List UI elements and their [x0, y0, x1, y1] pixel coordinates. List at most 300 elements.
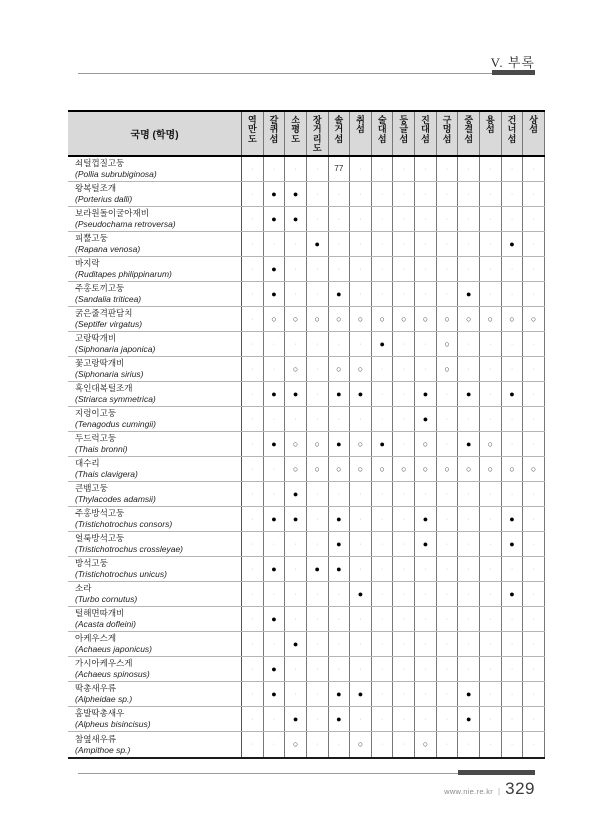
- presence-mark: ○: [357, 739, 364, 749]
- presence-mark: ○: [422, 438, 429, 449]
- presence-cell: [285, 557, 307, 581]
- presence-mark: ·: [251, 515, 254, 523]
- presence-cell: [372, 582, 394, 606]
- presence-cell: [350, 182, 372, 206]
- presence-cell: [502, 482, 524, 506]
- presence-mark: ·: [337, 415, 341, 423]
- presence-cell: [372, 432, 394, 456]
- presence-mark: ·: [402, 290, 405, 298]
- presence-cell: [264, 707, 286, 731]
- presence-mark: ·: [510, 415, 514, 423]
- presence-cell: [458, 607, 480, 631]
- presence-mark: ·: [467, 215, 470, 223]
- presence-mark: ·: [359, 190, 362, 198]
- presence-cell: [502, 732, 524, 757]
- presence-mark: ·: [402, 215, 405, 223]
- presence-mark: ○: [314, 313, 320, 324]
- presence-mark: ·: [510, 741, 514, 748]
- presence-mark: ●: [336, 688, 342, 699]
- species-name-cell: [68, 657, 242, 681]
- presence-mark: ·: [380, 415, 384, 423]
- presence-cell: [264, 607, 286, 631]
- species-name-cell: [68, 482, 242, 506]
- presence-cell: [437, 557, 459, 581]
- presence-mark: ·: [532, 440, 535, 448]
- presence-mark: ·: [294, 240, 297, 248]
- presence-cell: [415, 632, 437, 656]
- presence-cell: [502, 282, 524, 306]
- presence-cell: [480, 682, 502, 706]
- presence-cell: [458, 507, 480, 531]
- presence-cell: [372, 632, 394, 656]
- presence-cell: [458, 282, 480, 306]
- presence-cell: [372, 282, 394, 306]
- presence-cell: [307, 682, 329, 706]
- presence-cell: [285, 382, 307, 406]
- presence-cell: [329, 682, 351, 706]
- presence-mark: ·: [272, 415, 276, 423]
- presence-cell: [329, 357, 351, 381]
- presence-mark: ·: [359, 265, 362, 273]
- presence-cell: [285, 207, 307, 231]
- presence-mark: ·: [510, 690, 514, 698]
- presence-cell: [502, 457, 524, 481]
- presence-mark: ○: [422, 463, 429, 474]
- presence-mark: ·: [251, 565, 254, 573]
- presence-cell: [458, 407, 480, 431]
- presence-cell: [285, 607, 307, 631]
- presence-cell: [502, 707, 524, 731]
- presence-cell: [458, 582, 480, 606]
- korean-name: 가시아케우스게: [75, 658, 133, 669]
- presence-cell: [502, 407, 524, 431]
- presence-cell: [523, 207, 545, 231]
- presence-mark: ●: [379, 338, 385, 349]
- presence-cell: [372, 657, 394, 681]
- korean-name: 얼룩방석고둥: [75, 533, 125, 544]
- presence-cell: [264, 457, 286, 481]
- presence-mark: ·: [489, 665, 492, 673]
- presence-cell: [264, 232, 286, 256]
- presence-cell: [285, 732, 307, 757]
- presence-mark: ·: [489, 365, 492, 373]
- presence-cell: [264, 357, 286, 381]
- island-header-11: 중 결 섬: [458, 112, 480, 155]
- presence-cell: [329, 257, 351, 281]
- presence-mark: ·: [532, 265, 535, 273]
- presence-mark: ·: [316, 640, 319, 648]
- presence-mark: ·: [316, 665, 319, 673]
- species-name-cell: [68, 332, 242, 356]
- presence-cell: [372, 607, 394, 631]
- presence-cell: [329, 557, 351, 581]
- presence-mark: ·: [402, 390, 405, 398]
- presence-cell: [437, 407, 459, 431]
- presence-cell: [264, 682, 286, 706]
- presence-mark: ·: [251, 741, 254, 748]
- presence-mark: ●: [357, 688, 364, 699]
- presence-mark: ·: [424, 715, 427, 723]
- species-row: [68, 657, 545, 682]
- species-row: [68, 332, 545, 357]
- presence-cell: [372, 207, 394, 231]
- presence-mark: ·: [380, 590, 384, 598]
- presence-cell: [264, 332, 286, 356]
- presence-cell: [285, 157, 307, 181]
- presence-cell: [350, 732, 372, 757]
- species-name-cell: [68, 532, 242, 556]
- header-rule: [78, 73, 492, 74]
- presence-cell: [329, 607, 351, 631]
- species-row: [68, 432, 545, 457]
- presence-mark: ·: [532, 490, 535, 498]
- table-header-row: [68, 112, 545, 157]
- presence-mark: ·: [380, 741, 384, 748]
- presence-cell: [415, 357, 437, 381]
- presence-cell: [458, 157, 480, 181]
- presence-mark: ·: [424, 365, 427, 373]
- island-header-2: 갈 퀴 섬: [264, 112, 286, 155]
- presence-cell: [264, 507, 286, 531]
- presence-cell: [285, 182, 307, 206]
- species-name-cell: [68, 707, 242, 731]
- scientific-name: (Porterius dalli): [75, 194, 133, 205]
- presence-cell: [480, 232, 502, 256]
- presence-cell: [437, 482, 459, 506]
- presence-mark: ·: [467, 365, 470, 373]
- presence-mark: ·: [424, 215, 427, 223]
- presence-mark: ·: [445, 190, 449, 198]
- presence-mark: ●: [357, 388, 364, 399]
- presence-cell: [264, 532, 286, 556]
- presence-cell: [372, 682, 394, 706]
- presence-mark: ·: [316, 415, 319, 423]
- presence-cell: [415, 457, 437, 481]
- presence-mark: ●: [271, 438, 277, 449]
- presence-mark: ·: [402, 590, 405, 598]
- korean-name: 방석고둥: [75, 558, 108, 569]
- presence-mark: ●: [379, 438, 385, 449]
- species-name-cell: [68, 257, 242, 281]
- presence-mark: ·: [424, 615, 427, 623]
- species-row: [68, 557, 545, 582]
- presence-mark: ·: [445, 415, 449, 423]
- presence-cell: [480, 257, 502, 281]
- presence-mark: ●: [292, 213, 299, 224]
- presence-cell: [307, 707, 329, 731]
- presence-cell: [242, 732, 264, 757]
- presence-cell: [480, 707, 502, 731]
- presence-mark: ·: [467, 640, 470, 648]
- presence-mark: ·: [467, 240, 470, 248]
- presence-cell: [437, 182, 459, 206]
- presence-mark: ·: [489, 265, 492, 273]
- presence-mark: ·: [251, 690, 254, 698]
- presence-cell: [264, 557, 286, 581]
- presence-cell: [264, 657, 286, 681]
- presence-cell: [480, 507, 502, 531]
- presence-cell: [437, 582, 459, 606]
- korean-name: 홈발딱총새우: [75, 708, 125, 719]
- presence-cell: [307, 182, 329, 206]
- presence-cell: [480, 282, 502, 306]
- island-header-9: 진 대 섬: [415, 112, 437, 155]
- presence-cell: [480, 157, 502, 181]
- presence-cell: [307, 282, 329, 306]
- presence-cell: [307, 457, 329, 481]
- korean-name: 주홍방석고둥: [75, 508, 125, 519]
- presence-cell: [415, 732, 437, 757]
- presence-mark: ●: [292, 513, 299, 524]
- presence-cell: [458, 357, 480, 381]
- presence-cell: [329, 507, 351, 531]
- presence-cell: [329, 182, 351, 206]
- presence-cell: [242, 207, 264, 231]
- presence-cell: [372, 557, 394, 581]
- presence-cell: [523, 557, 545, 581]
- presence-mark: ·: [380, 390, 384, 398]
- presence-cell: [307, 507, 329, 531]
- scientific-name: (Thylacodes adamsii): [75, 494, 156, 505]
- presence-mark: ·: [467, 515, 470, 523]
- korean-name: 큰뱀고둥: [75, 483, 108, 494]
- presence-cell: [285, 432, 307, 456]
- presence-cell: [372, 232, 394, 256]
- presence-mark: ·: [424, 240, 427, 248]
- presence-cell: [350, 232, 372, 256]
- presence-mark: ○: [444, 463, 450, 474]
- presence-cell: [350, 582, 372, 606]
- presence-mark: ·: [294, 565, 297, 573]
- presence-mark: ●: [422, 413, 429, 424]
- presence-mark: ·: [272, 340, 276, 348]
- species-name-cell: [68, 357, 242, 381]
- presence-mark: ●: [292, 713, 299, 724]
- species-row: [68, 682, 545, 707]
- presence-mark: ·: [294, 265, 297, 273]
- presence-cell: [458, 432, 480, 456]
- presence-mark: ·: [489, 590, 492, 598]
- species-row: [68, 507, 545, 532]
- appendix-species-table: [68, 110, 545, 759]
- scientific-name: (Septifer virgatus): [75, 319, 143, 330]
- presence-mark: ·: [424, 265, 427, 273]
- species-row: [68, 382, 545, 407]
- presence-cell: [329, 532, 351, 556]
- scientific-name: (Achaeus japonicus): [75, 644, 153, 655]
- presence-mark: ·: [510, 640, 514, 648]
- species-row: [68, 157, 545, 182]
- presence-mark: ·: [445, 440, 449, 448]
- presence-mark: ·: [489, 415, 492, 423]
- presence-mark: ·: [489, 640, 492, 648]
- presence-mark: ·: [489, 540, 492, 548]
- presence-mark: ·: [272, 590, 276, 598]
- presence-mark: ·: [467, 165, 470, 173]
- presence-cell: [307, 482, 329, 506]
- presence-mark: ·: [467, 265, 470, 273]
- presence-cell: [523, 582, 545, 606]
- presence-cell: [264, 582, 286, 606]
- presence-mark: ·: [489, 215, 492, 223]
- presence-mark: ·: [380, 215, 384, 223]
- presence-mark: ·: [532, 340, 535, 348]
- presence-mark: ●: [336, 438, 342, 449]
- presence-mark: ·: [316, 615, 319, 623]
- presence-cell: [285, 332, 307, 356]
- presence-cell: [437, 257, 459, 281]
- presence-mark: ·: [510, 190, 514, 198]
- presence-cell: [502, 157, 524, 181]
- presence-cell: [393, 157, 415, 181]
- presence-cell: [372, 332, 394, 356]
- species-name-cell: [68, 607, 242, 631]
- species-row: [68, 707, 545, 732]
- presence-mark: ·: [359, 640, 362, 648]
- presence-cell: [242, 607, 264, 631]
- presence-mark: ·: [251, 340, 254, 348]
- presence-cell: [393, 432, 415, 456]
- presence-mark: ·: [532, 615, 535, 623]
- presence-mark: ●: [466, 688, 472, 699]
- presence-mark: ·: [532, 640, 535, 648]
- presence-mark: ·: [316, 741, 319, 748]
- presence-cell: [480, 657, 502, 681]
- presence-cell: [372, 507, 394, 531]
- korean-name: 꽃고랑딱개비: [75, 358, 125, 369]
- presence-mark: ·: [402, 741, 405, 748]
- presence-mark: ●: [466, 288, 472, 299]
- presence-cell: [437, 357, 459, 381]
- presence-mark: ·: [380, 565, 384, 573]
- presence-cell: [523, 532, 545, 556]
- presence-cell: [502, 632, 524, 656]
- presence-mark: ·: [251, 615, 254, 623]
- presence-mark: ·: [445, 640, 449, 648]
- presence-cell: [437, 607, 459, 631]
- scientific-name: (Thais clavigera): [75, 469, 138, 480]
- presence-mark: ·: [359, 215, 362, 223]
- species-name-cell: [68, 282, 242, 306]
- presence-cell: [437, 657, 459, 681]
- presence-cell: [523, 682, 545, 706]
- presence-cell: [350, 532, 372, 556]
- presence-cell: [523, 507, 545, 531]
- presence-mark: ·: [402, 165, 405, 173]
- presence-mark: ·: [359, 340, 362, 348]
- presence-cell: [393, 182, 415, 206]
- presence-mark: ·: [294, 665, 297, 673]
- presence-mark: ●: [292, 188, 299, 199]
- presence-mark: ·: [467, 490, 470, 498]
- presence-mark: ·: [380, 615, 384, 623]
- presence-mark: ·: [402, 440, 405, 448]
- korean-name: 굵은줄격판담치: [75, 308, 133, 319]
- presence-cell: [480, 632, 502, 656]
- presence-cell: [307, 257, 329, 281]
- korean-name: 바지락: [75, 258, 100, 269]
- species-name-cell: [68, 632, 242, 656]
- presence-cell: [307, 632, 329, 656]
- presence-mark: ·: [251, 590, 254, 598]
- species-name-cell: [68, 232, 242, 256]
- presence-mark: ·: [510, 615, 514, 623]
- presence-cell: [502, 232, 524, 256]
- presence-cell: [329, 232, 351, 256]
- presence-mark: ○: [336, 363, 342, 374]
- presence-mark: ·: [316, 340, 319, 348]
- presence-mark: ·: [402, 190, 405, 198]
- presence-cell: [285, 707, 307, 731]
- presence-mark: ○: [444, 313, 450, 324]
- presence-mark: ·: [294, 690, 297, 698]
- presence-cell: [523, 307, 545, 331]
- presence-cell: [393, 532, 415, 556]
- presence-cell: [523, 182, 545, 206]
- presence-mark: ·: [316, 490, 319, 498]
- presence-mark: ·: [380, 365, 384, 373]
- presence-mark: ○: [487, 438, 494, 449]
- scientific-name: (Tristichotrochus crossleyae): [75, 544, 184, 555]
- presence-mark: ·: [402, 490, 405, 498]
- species-row: [68, 632, 545, 657]
- presence-cell: [350, 382, 372, 406]
- presence-cell: [502, 257, 524, 281]
- presence-cell: [502, 582, 524, 606]
- presence-cell: [242, 257, 264, 281]
- presence-cell: [285, 682, 307, 706]
- presence-cell: [415, 607, 437, 631]
- presence-mark: ·: [294, 290, 297, 298]
- presence-mark: ·: [445, 590, 449, 598]
- presence-mark: ·: [445, 540, 449, 548]
- presence-mark: ○: [357, 313, 364, 324]
- presence-mark: ·: [510, 665, 514, 673]
- presence-mark: ·: [467, 665, 470, 673]
- scientific-name: (Tenagodus cumingii): [75, 419, 156, 430]
- presence-mark: ·: [489, 565, 492, 573]
- presence-mark: ·: [445, 215, 449, 223]
- section-label: V. 부록: [490, 55, 535, 70]
- presence-mark: ·: [510, 565, 514, 573]
- korean-name: 참옆새우류: [75, 733, 117, 744]
- scientific-name: (Turbo cornutus): [75, 594, 138, 605]
- presence-mark: ·: [359, 415, 362, 423]
- scientific-name: (Tristichotrochus consors): [75, 519, 173, 530]
- presence-mark: ●: [422, 388, 429, 399]
- presence-mark: ·: [380, 490, 384, 498]
- island-header-10: 구 멍 섬: [437, 112, 459, 155]
- presence-mark: ·: [467, 190, 470, 198]
- presence-mark: ●: [422, 513, 429, 524]
- presence-mark: ·: [489, 390, 492, 398]
- presence-cell: [458, 657, 480, 681]
- presence-mark: ·: [489, 240, 492, 248]
- presence-cell: [415, 682, 437, 706]
- presence-cell: [329, 732, 351, 757]
- presence-mark: ·: [402, 715, 405, 723]
- presence-cell: [329, 457, 351, 481]
- presence-mark: ·: [359, 565, 362, 573]
- presence-mark: ●: [336, 388, 342, 399]
- presence-cell: [523, 482, 545, 506]
- presence-cell: [502, 507, 524, 531]
- presence-cell: [242, 432, 264, 456]
- presence-mark: ·: [510, 340, 514, 348]
- presence-cell: [350, 157, 372, 181]
- presence-cell: [415, 157, 437, 181]
- presence-mark: ·: [251, 540, 254, 548]
